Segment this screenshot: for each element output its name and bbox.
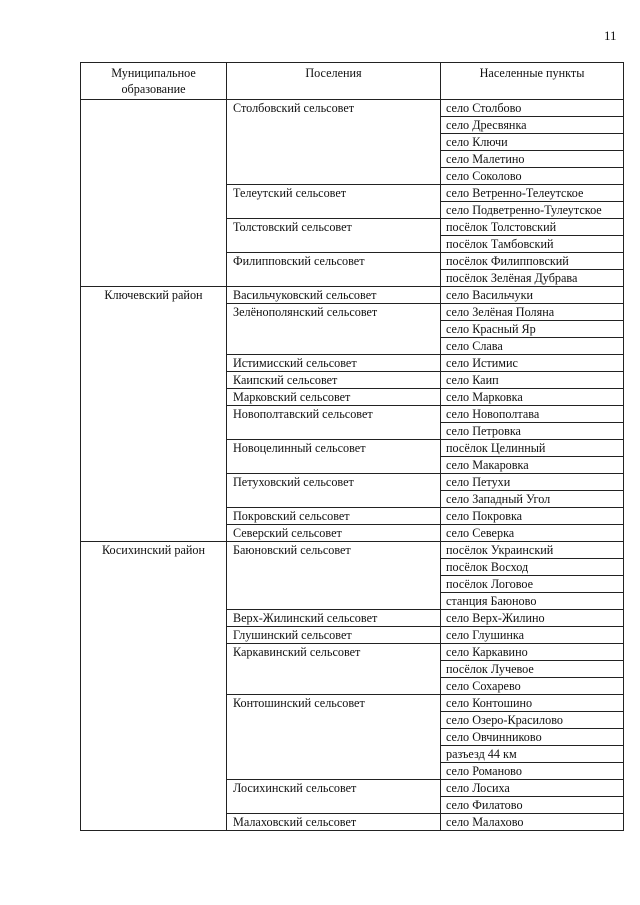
locality-cell: село Каип [441,372,624,389]
settlement-cell: Телеутский сельсовет [227,185,441,219]
locality-cell: село Западный Угол [441,491,624,508]
locality-cell: посёлок Лучевое [441,661,624,678]
settlement-cell: Истимисский сельсовет [227,355,441,372]
locality-cell: посёлок Зелёная Дубрава [441,270,624,287]
locality-cell: село Овчинниково [441,729,624,746]
locality-cell: село Каркавино [441,644,624,661]
settlement-cell: Верх-Жилинский сельсовет [227,610,441,627]
settlement-cell: Зелёнополянский сельсовет [227,304,441,355]
locality-cell: село Контошино [441,695,624,712]
settlement-cell: Васильчуковский сельсовет [227,287,441,304]
settlement-cell: Филипповский сельсовет [227,253,441,287]
locality-cell: село Филатово [441,797,624,814]
settlement-cell: Каркавинский сельсовет [227,644,441,695]
locality-cell: село Ветренно-Телеутское [441,185,624,202]
locality-cell: посёлок Филипповский [441,253,624,270]
settlement-cell: Лосихинский сельсовет [227,780,441,814]
settlement-cell: Петуховский сельсовет [227,474,441,508]
municipality-cell [81,100,227,287]
settlement-cell: Марковский сельсовет [227,389,441,406]
locality-cell: село Красный Яр [441,321,624,338]
settlement-cell: Покровский сельсовет [227,508,441,525]
locality-cell: село Верх-Жилино [441,610,624,627]
locality-cell: село Ключи [441,134,624,151]
locality-cell: село Васильчуки [441,287,624,304]
locality-cell: село Столбово [441,100,624,117]
settlement-cell: Глушинский сельсовет [227,627,441,644]
locality-cell: село Лосиха [441,780,624,797]
locality-cell: село Петухи [441,474,624,491]
locality-cell: село Истимис [441,355,624,372]
settlement-cell: Каипский сельсовет [227,372,441,389]
locality-cell: посёлок Целинный [441,440,624,457]
settlement-cell: Баюновский сельсовет [227,542,441,610]
locality-cell: село Зелёная Поляна [441,304,624,321]
locality-cell: село Подветренно-Тулеутское [441,202,624,219]
settlement-cell: Малаховский сельсовет [227,814,441,831]
municipality-cell: Косихинский район [81,542,227,831]
header-localities: Населенные пункты [441,63,624,100]
locality-cell: разъезд 44 км [441,746,624,763]
locality-cell: село Малахово [441,814,624,831]
table-row [81,542,624,559]
locality-cell: село Покровка [441,508,624,525]
settlement-cell: Северский сельсовет [227,525,441,542]
table-row [81,100,624,117]
locality-cell: посёлок Логовое [441,576,624,593]
settlements-table [80,62,624,831]
table-body [81,100,624,831]
locality-cell: посёлок Толстовский [441,219,624,236]
locality-cell: село Сохарево [441,678,624,695]
municipality-cell: Ключевский район [81,287,227,542]
locality-cell: село Малетино [441,151,624,168]
locality-cell: село Новополтава [441,406,624,423]
locality-cell: станция Баюново [441,593,624,610]
locality-cell: село Северка [441,525,624,542]
header-row [81,63,624,100]
locality-cell: село Глушинка [441,627,624,644]
locality-cell: село Петровка [441,423,624,440]
locality-cell: село Марковка [441,389,624,406]
settlement-cell: Новополтавский сельсовет [227,406,441,440]
header-settlements: Поселения [227,63,441,100]
locality-cell: село Макаровка [441,457,624,474]
table-row [81,287,624,304]
locality-cell: село Озеро-Красилово [441,712,624,729]
locality-cell: посёлок Тамбовский [441,236,624,253]
settlement-cell: Контошинский сельсовет [227,695,441,780]
locality-cell: село Дресвянка [441,117,624,134]
locality-cell: село Слава [441,338,624,355]
settlement-cell: Новоцелинный сельсовет [227,440,441,474]
page-number: 11 [604,28,617,43]
locality-cell: село Романово [441,763,624,780]
settlement-cell: Столбовский сельсовет [227,100,441,185]
locality-cell: посёлок Украинский [441,542,624,559]
locality-cell: село Соколово [441,168,624,185]
header-municipality: Муниципальное образование [81,63,227,100]
settlement-cell: Толстовский сельсовет [227,219,441,253]
locality-cell: посёлок Восход [441,559,624,576]
